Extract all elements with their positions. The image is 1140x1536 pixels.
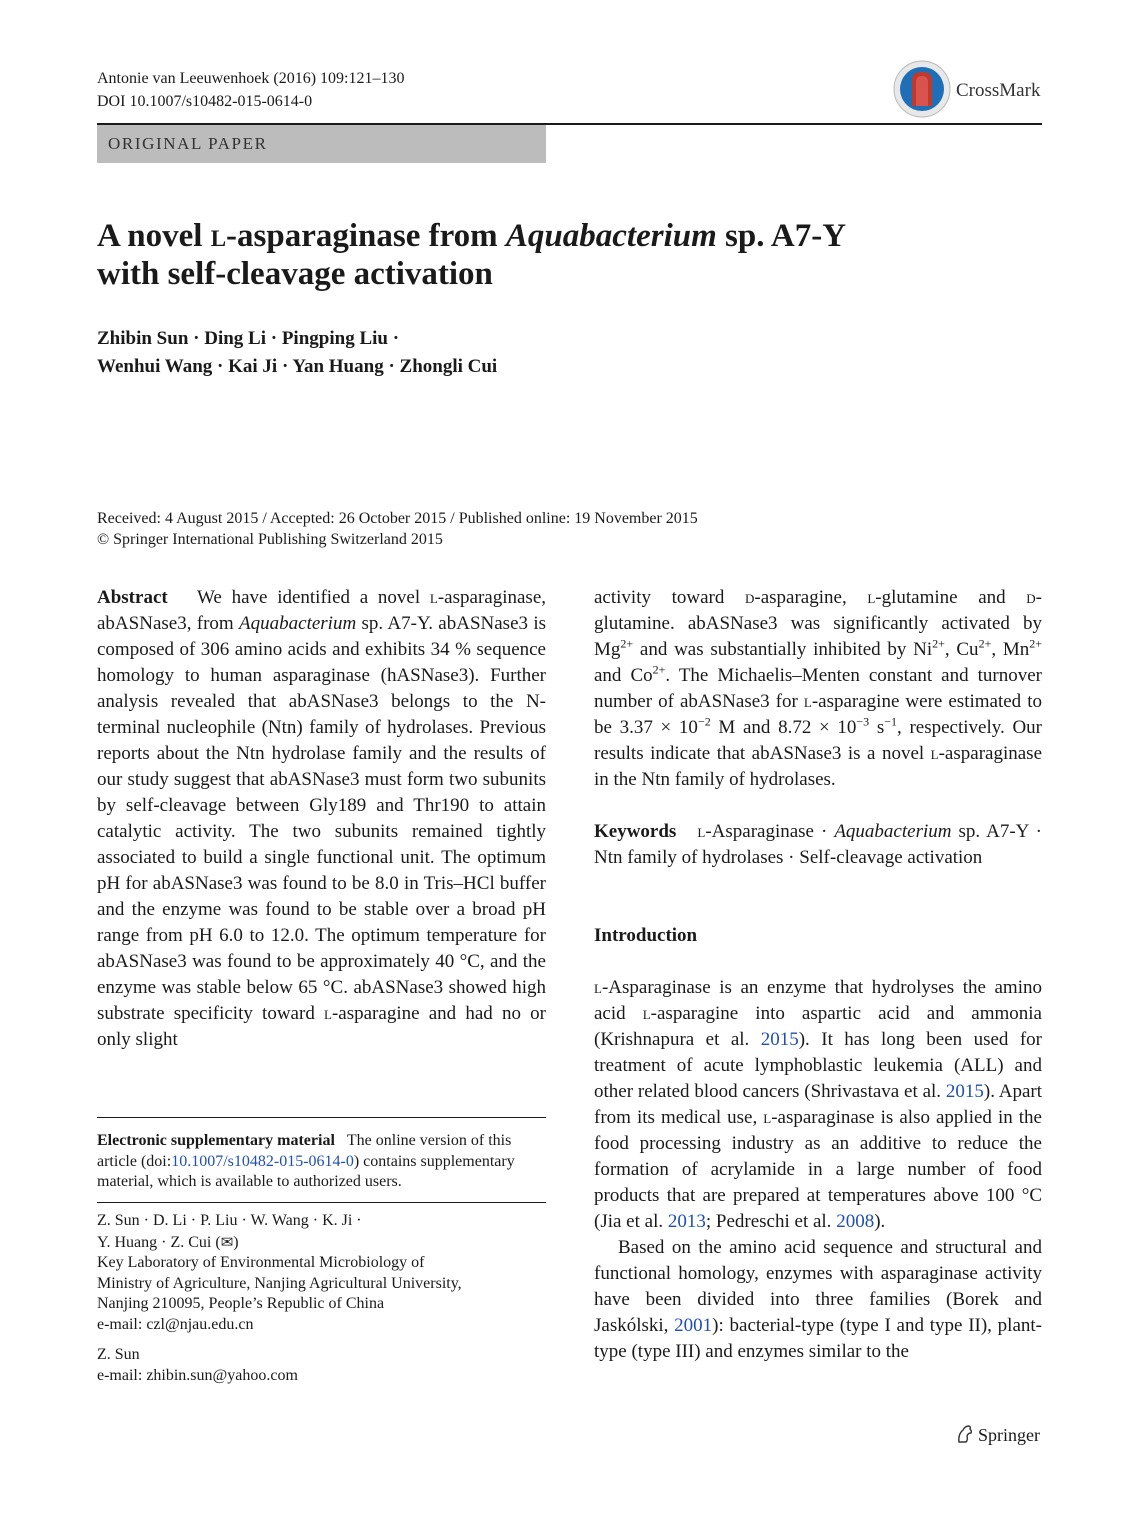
crossmark-icon — [893, 60, 951, 118]
dates-line: Received: 4 August 2015 / Accepted: 26 October 2015 / Published online: 19 November 2015 — [97, 510, 698, 527]
introduction-heading: Introduction — [594, 925, 698, 946]
doi-line: DOI 10.1007/s10482-015-0614-0 — [97, 93, 313, 110]
intro-paragraph-1: l-Asparaginase is an enzyme that hydrolyses the amino acid l-asparagine into aspartic acid and ammonia (Krishnapura et al. 2015). It has long been used for treatment of acute lymphoblastic leukemia (ALL) and other related blood cancers (Shrivastava et al. 2015). Apart from its medical use, l-asparaginase is also applied in the food processing industry as an additive to reduce the formation of acrylamide in a large number of food products that are prepared at temperatures above 100 °C (Jia et al. 2013; Pedreschi et al. 2008). — [594, 977, 1042, 1232]
abstract-column — [97, 585, 546, 1053]
citation-link[interactable]: 2013 — [667, 1211, 706, 1232]
citation-link[interactable]: 2001 — [674, 1315, 713, 1336]
section-banner: ORIGINAL PAPER — [97, 125, 546, 163]
envelope-icon[interactable]: ✉ — [220, 1232, 234, 1251]
keywords-paragraph: Keywords l-Asparaginase · Aquabacterium sp. A7-Y · Ntn family of hydrolases · Self-cleavage activation — [594, 821, 1042, 868]
right-column — [594, 585, 1042, 1365]
author-line-2: Wenhui Wang · Kai Ji · Yan Huang · Zhongli Cui — [97, 356, 498, 377]
keywords-heading: Keywords — [594, 821, 677, 842]
copyright-line: © Springer International Publishing Switzerland 2015 — [97, 531, 443, 548]
abstract-paragraph: Abstract We have identified a novel l-asparaginase, abASNase3, from Aquabacterium sp. A7-Y. abASNase3 is composed of 306 amino acids and exhibits 34 % sequence homology to human asparaginase (hASNase3). Further analysis revealed that abASNase3 belongs to the N-terminal nucleophile (Ntn) family of hydrolases. Previous reports about the Ntn hydrolase family and the results of our study suggest that abASNase3 must form two subunits by self-cleavage between Gly189 and Thr190 to attain catalytic activity. The two subunits remained tightly associated to build a single functional unit. The optimum pH for abASNase3 was found to be 8.0 in Tris–HCl buffer and the enzyme was found to be stable over a broad pH range from pH 6.0 to 12.0. The optimum temperature for abASNase3 was found to be approximately 40 °C, and the enzyme was stable below 65 °C. abASNase3 showed high substrate specificity toward l-asparagine and had no or only slight — [97, 587, 546, 1050]
citation-link[interactable]: 2008 — [836, 1211, 875, 1232]
footnote-rule — [97, 1117, 546, 1118]
sun-email: e-mail: zhibin.sun@yahoo.com — [97, 1366, 298, 1384]
journal-citation — [97, 67, 404, 113]
citation-link[interactable]: 2015 — [760, 1029, 799, 1050]
article-title: A novel l-asparaginase from Aquabacterium sp. A7-Y with self-cleavage activation — [97, 218, 847, 292]
publication-dates — [97, 508, 997, 550]
crossmark-label: CrossMark — [956, 80, 1041, 101]
abstract-continuation: activity toward d-asparagine, l-glutamine and d-glutamine. abASNase3 was significantly activated by $Mg^{2+}$ and was substantially inhibited by $Ni^{2+}$, $Cu^{2+}$, $Mn^{2+}$ and $Co^{2+}$. The Michaelis–Menten constant and turnover number of abASNase3 for l-asparagine were estimated to be $3.37 \times 10^{-2}$ M and $8.72 \times 10^{-3}$ $s^{-1}$, respectively. Our results indicate that abASNase3 is a novel l-asparaginase in the Ntn family of hydrolases. — [594, 587, 1043, 790]
esm-note: Electronic supplementary material The online version of this article (doi:10.1007/s10482-015-0614-0) contains supplementary material, which is available to authorized users. — [97, 1132, 515, 1190]
author-list — [97, 325, 797, 381]
citation-link[interactable]: 2015 — [945, 1081, 984, 1102]
springer-horse-icon — [956, 1424, 974, 1444]
author-line-1: Zhibin Sun · Ding Li · Pingping Liu · — [97, 328, 400, 349]
footnote-rule-2 — [97, 1202, 546, 1203]
journal-line: Antonie van Leeuwenhoek (2016) 109:121–130 — [97, 70, 405, 87]
springer-label: Springer — [978, 1425, 1040, 1445]
corresponding-email: e-mail: czl@njau.edu.cn — [97, 1315, 254, 1333]
affiliation-note: Z. Sun · D. Li · P. Liu · W. Wang · K. Ji · Y. Huang · Z. Cui (✉) Key Laboratory of Environmental Microbiology of Ministry of Agriculture, Nanjing Agricultural University, Nanjing 210095, People’s Republic of China e-mail: czl@njau.edu.cn Z. Sun e-mail: zhibin.sun@yahoo.com — [97, 1211, 546, 1386]
crossmark-logo[interactable] — [893, 60, 1053, 122]
springer-logo[interactable] — [956, 1424, 1040, 1446]
esm-doi-link[interactable]: 10.1007/s10482-015-0614-0 — [171, 1152, 354, 1170]
abstract-heading: Abstract — [97, 587, 168, 608]
intro-paragraph-2: Based on the amino acid sequence and structural and functional homology, enzymes with asparaginase activity have been divided into three families (Borek and Jaskólski, 2001): bacterial-type (type I and type II), plant-type (type III) and enzymes similar to the — [594, 1237, 1042, 1362]
